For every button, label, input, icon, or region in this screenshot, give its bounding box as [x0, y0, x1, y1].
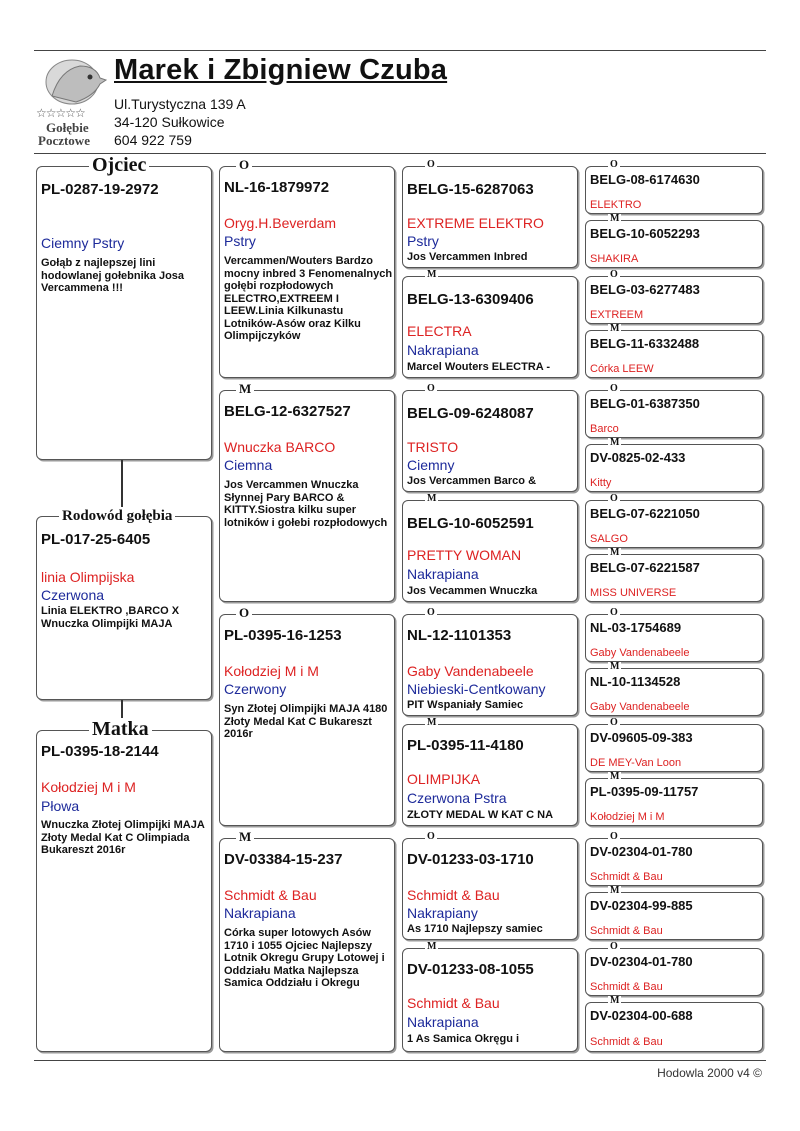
gen4-owner: Córka LEEW — [590, 363, 654, 375]
gen4-ring: NL-10-1134528 — [590, 674, 681, 689]
gen4-caption: O — [610, 493, 618, 504]
gen3-card — [402, 269, 578, 378]
gen4-caption: O — [610, 717, 618, 728]
gen4-owner: Schmidt & Bau — [590, 925, 663, 937]
gen4-card — [585, 547, 763, 602]
logo — [36, 56, 110, 148]
top-rule — [34, 50, 766, 51]
gen2-desc: Vercammen/Wouters Bardzo mocny inbred 3 Fenomenalnych gołębi rozpłodowych ELECTRO,EXTREEM I LEEW.Linia Kilkunastu Lotników-Asów oraz Kilku Olimpijczyków — [224, 255, 393, 342]
gen4-card — [585, 269, 763, 324]
gen3-caption: M — [427, 493, 437, 504]
mother-owner: Kołodziej M i M — [41, 779, 136, 795]
gen4-owner: MISS UNIVERSE — [590, 587, 677, 599]
gen4-caption: O — [610, 607, 618, 618]
gen4-card — [585, 885, 763, 940]
gen4-owner: DE MEY-Van Loon — [590, 757, 682, 769]
gen3-desc: Jos Vecammen Wnuczka — [407, 585, 538, 597]
gen4-card — [585, 995, 763, 1052]
gen4-caption: O — [610, 159, 618, 170]
gen4-ring: DV-02304-99-885 — [590, 898, 693, 913]
gen4-owner: EXTREEM — [590, 309, 644, 321]
gen3-card — [402, 717, 578, 826]
gen2-caption: M — [236, 382, 254, 396]
logo-stars: ☆☆☆☆☆ — [36, 106, 85, 120]
gen4-caption: O — [610, 383, 618, 394]
gen2-caption: O — [236, 606, 252, 620]
gen3-owner: ELECTRA — [407, 323, 472, 339]
gen4-ring: BELG-07-6221050 — [590, 506, 700, 521]
gen4-caption: O — [610, 831, 618, 842]
gen3-caption: O — [427, 159, 435, 170]
gen3-card — [402, 493, 578, 602]
gen4-caption: M — [610, 661, 620, 672]
gen4-ring: PL-0395-09-11757 — [590, 784, 699, 799]
gen2-card — [219, 829, 395, 1052]
mother-desc: Wnuczka Złotej Olimpijki MAJA Złoty Medal Kat C Olimpiada Bukareszt 2016r — [41, 819, 205, 856]
gen2-color: Nakrapiana — [224, 905, 296, 921]
gen4-caption: M — [610, 213, 620, 224]
subject-desc: Linia ELEKTRO ,BARCO X Wnuczka Olimpijki MAJA — [41, 605, 180, 630]
gen4-ring: BELG-10-6052293 — [590, 226, 700, 241]
gen3-caption: M — [427, 269, 437, 280]
gen3-ring: BELG-09-6248087 — [407, 405, 534, 422]
gen3-card — [402, 941, 578, 1052]
gen3-ring: PL-0395-11-4180 — [407, 737, 524, 754]
gen3-ring: BELG-13-6309406 — [407, 291, 534, 308]
gen4-owner: Schmidt & Bau — [590, 981, 663, 993]
gen4-card — [585, 607, 763, 662]
gen3-card — [402, 607, 578, 716]
gen4-ring: BELG-07-6221587 — [590, 560, 700, 575]
address-city: 34-120 Sułkowice — [114, 114, 225, 130]
gen3-color: Czerwona Pstra — [407, 790, 507, 806]
gen4-owner: Schmidt & Bau — [590, 871, 663, 883]
gen3-color: Pstry — [407, 233, 439, 249]
gen3-color: Nakrapiana — [407, 566, 479, 582]
gen4-owner: Schmidt & Bau — [590, 1036, 663, 1048]
gen4-card — [585, 159, 763, 214]
gen2-ring: PL-0395-16-1253 — [224, 627, 342, 644]
address-phone: 604 922 759 — [114, 132, 192, 148]
gen3-color: Nakrapiana — [407, 342, 479, 358]
gen2-ring: DV-03384-15-237 — [224, 851, 343, 868]
footer-rule — [34, 1060, 766, 1061]
gen4-card — [585, 717, 763, 772]
mother-card — [36, 718, 212, 1052]
gen2-owner: Kołodziej M i M — [224, 663, 319, 679]
gen4-ring: DV-0825-02-433 — [590, 450, 686, 465]
gen3-desc: Jos Vercammen Barco & — [407, 475, 537, 487]
gen4-owner: Gaby Vandenabeele — [590, 701, 690, 713]
logo-line1: Gołębie — [46, 120, 89, 135]
gen3-owner: Schmidt & Bau — [407, 995, 500, 1011]
gen2-owner: Oryg.H.Beverdam — [224, 215, 337, 231]
gen2-color: Ciemna — [224, 457, 273, 473]
subject-ring: PL-017-25-6405 — [41, 531, 151, 548]
gen4-caption: O — [610, 941, 618, 952]
father-desc: Gołąb z najlepszej lini hodowlanej gołebnika Josa Vercammena !!! — [41, 257, 185, 294]
gen4-owner: ELEKTRO — [590, 199, 642, 211]
gen2-ring: NL-16-1879972 — [224, 179, 330, 196]
gen2-card — [219, 381, 395, 602]
subject-card — [36, 508, 212, 700]
gen4-caption: M — [610, 323, 620, 334]
gen2-card — [219, 605, 395, 826]
gen3-desc: As 1710 Najlepszy samiec — [407, 923, 543, 935]
gen3-card — [402, 831, 578, 940]
gen3-owner: EXTREME ELEKTRO — [407, 215, 544, 231]
gen3-owner: TRISTO — [407, 439, 459, 455]
logo-line2: Pocztowe — [38, 133, 90, 148]
gen2-owner: Wnuczka BARCO — [224, 439, 336, 455]
gen2-caption: O — [236, 158, 252, 172]
gen2-owner: Schmidt & Bau — [224, 887, 317, 903]
gen3-caption: O — [427, 607, 435, 618]
address-street: Ul.Turystyczna 139 A — [114, 96, 246, 112]
subject-color: Czerwona — [41, 587, 105, 603]
gen3-card — [402, 383, 578, 492]
gen3-color: Niebieski-Centkowany — [407, 681, 546, 697]
gen3-ring: BELG-15-6287063 — [407, 181, 534, 198]
gen3-owner: PRETTY WOMAN — [407, 547, 522, 563]
gen4-owner: Kołodziej M i M — [590, 811, 665, 823]
gen4-ring: BELG-01-6387350 — [590, 396, 700, 411]
gen4-owner: SALGO — [590, 533, 628, 545]
gen4-card — [585, 383, 763, 438]
subject-caption: Rodowód gołębia — [59, 507, 175, 525]
gen4-caption: M — [610, 995, 620, 1006]
gen4-owner: Gaby Vandenabeele — [590, 647, 690, 659]
father-color: Ciemny Pstry — [41, 235, 125, 251]
gen4-owner: SHAKIRA — [590, 253, 639, 265]
gen2-ring: BELG-12-6327527 — [224, 403, 351, 420]
gen4-ring: DV-02304-01-780 — [590, 844, 693, 859]
connector-father — [121, 460, 123, 512]
gen4-owner: Barco — [590, 423, 619, 435]
gen3-card — [402, 159, 578, 268]
gen2-card — [219, 157, 395, 378]
gen3-color: Ciemny — [407, 457, 455, 473]
gen3-desc: 1 As Samica Okręgu i — [407, 1033, 520, 1045]
gen3-color: Nakrapiana — [407, 1014, 479, 1030]
gen4-card — [585, 437, 763, 492]
gen3-caption: O — [427, 383, 435, 394]
gen4-ring: BELG-03-6277483 — [590, 282, 700, 297]
mother-caption: Matka — [89, 718, 152, 740]
gen3-ring: DV-01233-03-1710 — [407, 851, 534, 868]
breeder-name: Marek i Zbigniew Czuba — [114, 54, 448, 86]
gen4-ring: DV-02304-00-688 — [590, 1008, 693, 1023]
gen3-desc: ZŁOTY MEDAL W KAT C NA — [407, 809, 554, 821]
gen3-owner: Gaby Vandenabeele — [407, 663, 534, 679]
gen4-ring: DV-09605-09-383 — [590, 730, 693, 745]
father-ring: PL-0287-19-2972 — [41, 181, 159, 198]
gen3-desc: Marcel Wouters ELECTRA - — [407, 361, 551, 373]
gen2-color: Pstry — [224, 233, 256, 249]
gen4-caption: M — [610, 885, 620, 896]
gen4-ring: BELG-11-6332488 — [590, 336, 700, 351]
gen4-ring: DV-02304-01-780 — [590, 954, 693, 969]
gen3-caption: O — [427, 831, 435, 842]
gen4-card — [585, 941, 763, 996]
subject-owner: linia Olimpijska — [41, 569, 135, 585]
gen2-desc: Córka super lotowych Asów 1710 i 1055 Ojciec Najlepszy Lotnik Okregu Grupy Lotowej i Oddziału Matka Najlepsza Samica Oddziału i Okregu — [224, 927, 385, 989]
gen4-card — [585, 213, 763, 268]
gen4-caption: M — [610, 771, 620, 782]
gen2-desc: Jos Vercammen Wnuczka Słynnej Pary BARCO & KITTY.Siostra kilku super lotników i gołebi rozpłodowych — [224, 479, 388, 529]
mother-ring: PL-0395-18-2144 — [41, 743, 159, 760]
gen4-ring: BELG-08-6174630 — [590, 172, 700, 187]
gen3-ring: NL-12-1101353 — [407, 627, 512, 644]
gen2-caption: M — [236, 830, 254, 844]
gen4-ring: NL-03-1754689 — [590, 620, 682, 635]
gen4-caption: M — [610, 437, 620, 448]
gen3-owner: OLIMPIJKA — [407, 771, 481, 787]
gen3-ring: DV-01233-08-1055 — [407, 961, 534, 978]
footer-credit: Hodowla 2000 v4 © — [657, 1066, 762, 1080]
gen2-color: Czerwony — [224, 681, 287, 697]
gen3-caption: M — [427, 941, 437, 952]
gen4-card — [585, 831, 763, 886]
gen4-card — [585, 323, 763, 378]
gen4-card — [585, 771, 763, 826]
gen3-desc: Jos Vercammen Inbred — [407, 251, 528, 263]
gen3-ring: BELG-10-6052591 — [407, 515, 534, 532]
gen4-card — [585, 661, 763, 716]
mother-color: Płowa — [41, 798, 80, 814]
gen2-desc: Syn Złotej Olimpijki MAJA 4180 Złoty Medal Kat C Bukareszt 2016r — [224, 703, 388, 740]
gen4-caption: O — [610, 269, 618, 280]
gen3-owner: Schmidt & Bau — [407, 887, 500, 903]
father-card — [36, 154, 212, 460]
gen4-caption: M — [610, 547, 620, 558]
gen3-desc: PIT Wspaniały Samiec — [407, 699, 524, 711]
gen4-owner: Kitty — [590, 477, 612, 489]
gen3-caption: M — [427, 717, 437, 728]
father-caption: Ojciec — [89, 154, 149, 176]
gen3-color: Nakrapiany — [407, 905, 478, 921]
gen4-card — [585, 493, 763, 548]
